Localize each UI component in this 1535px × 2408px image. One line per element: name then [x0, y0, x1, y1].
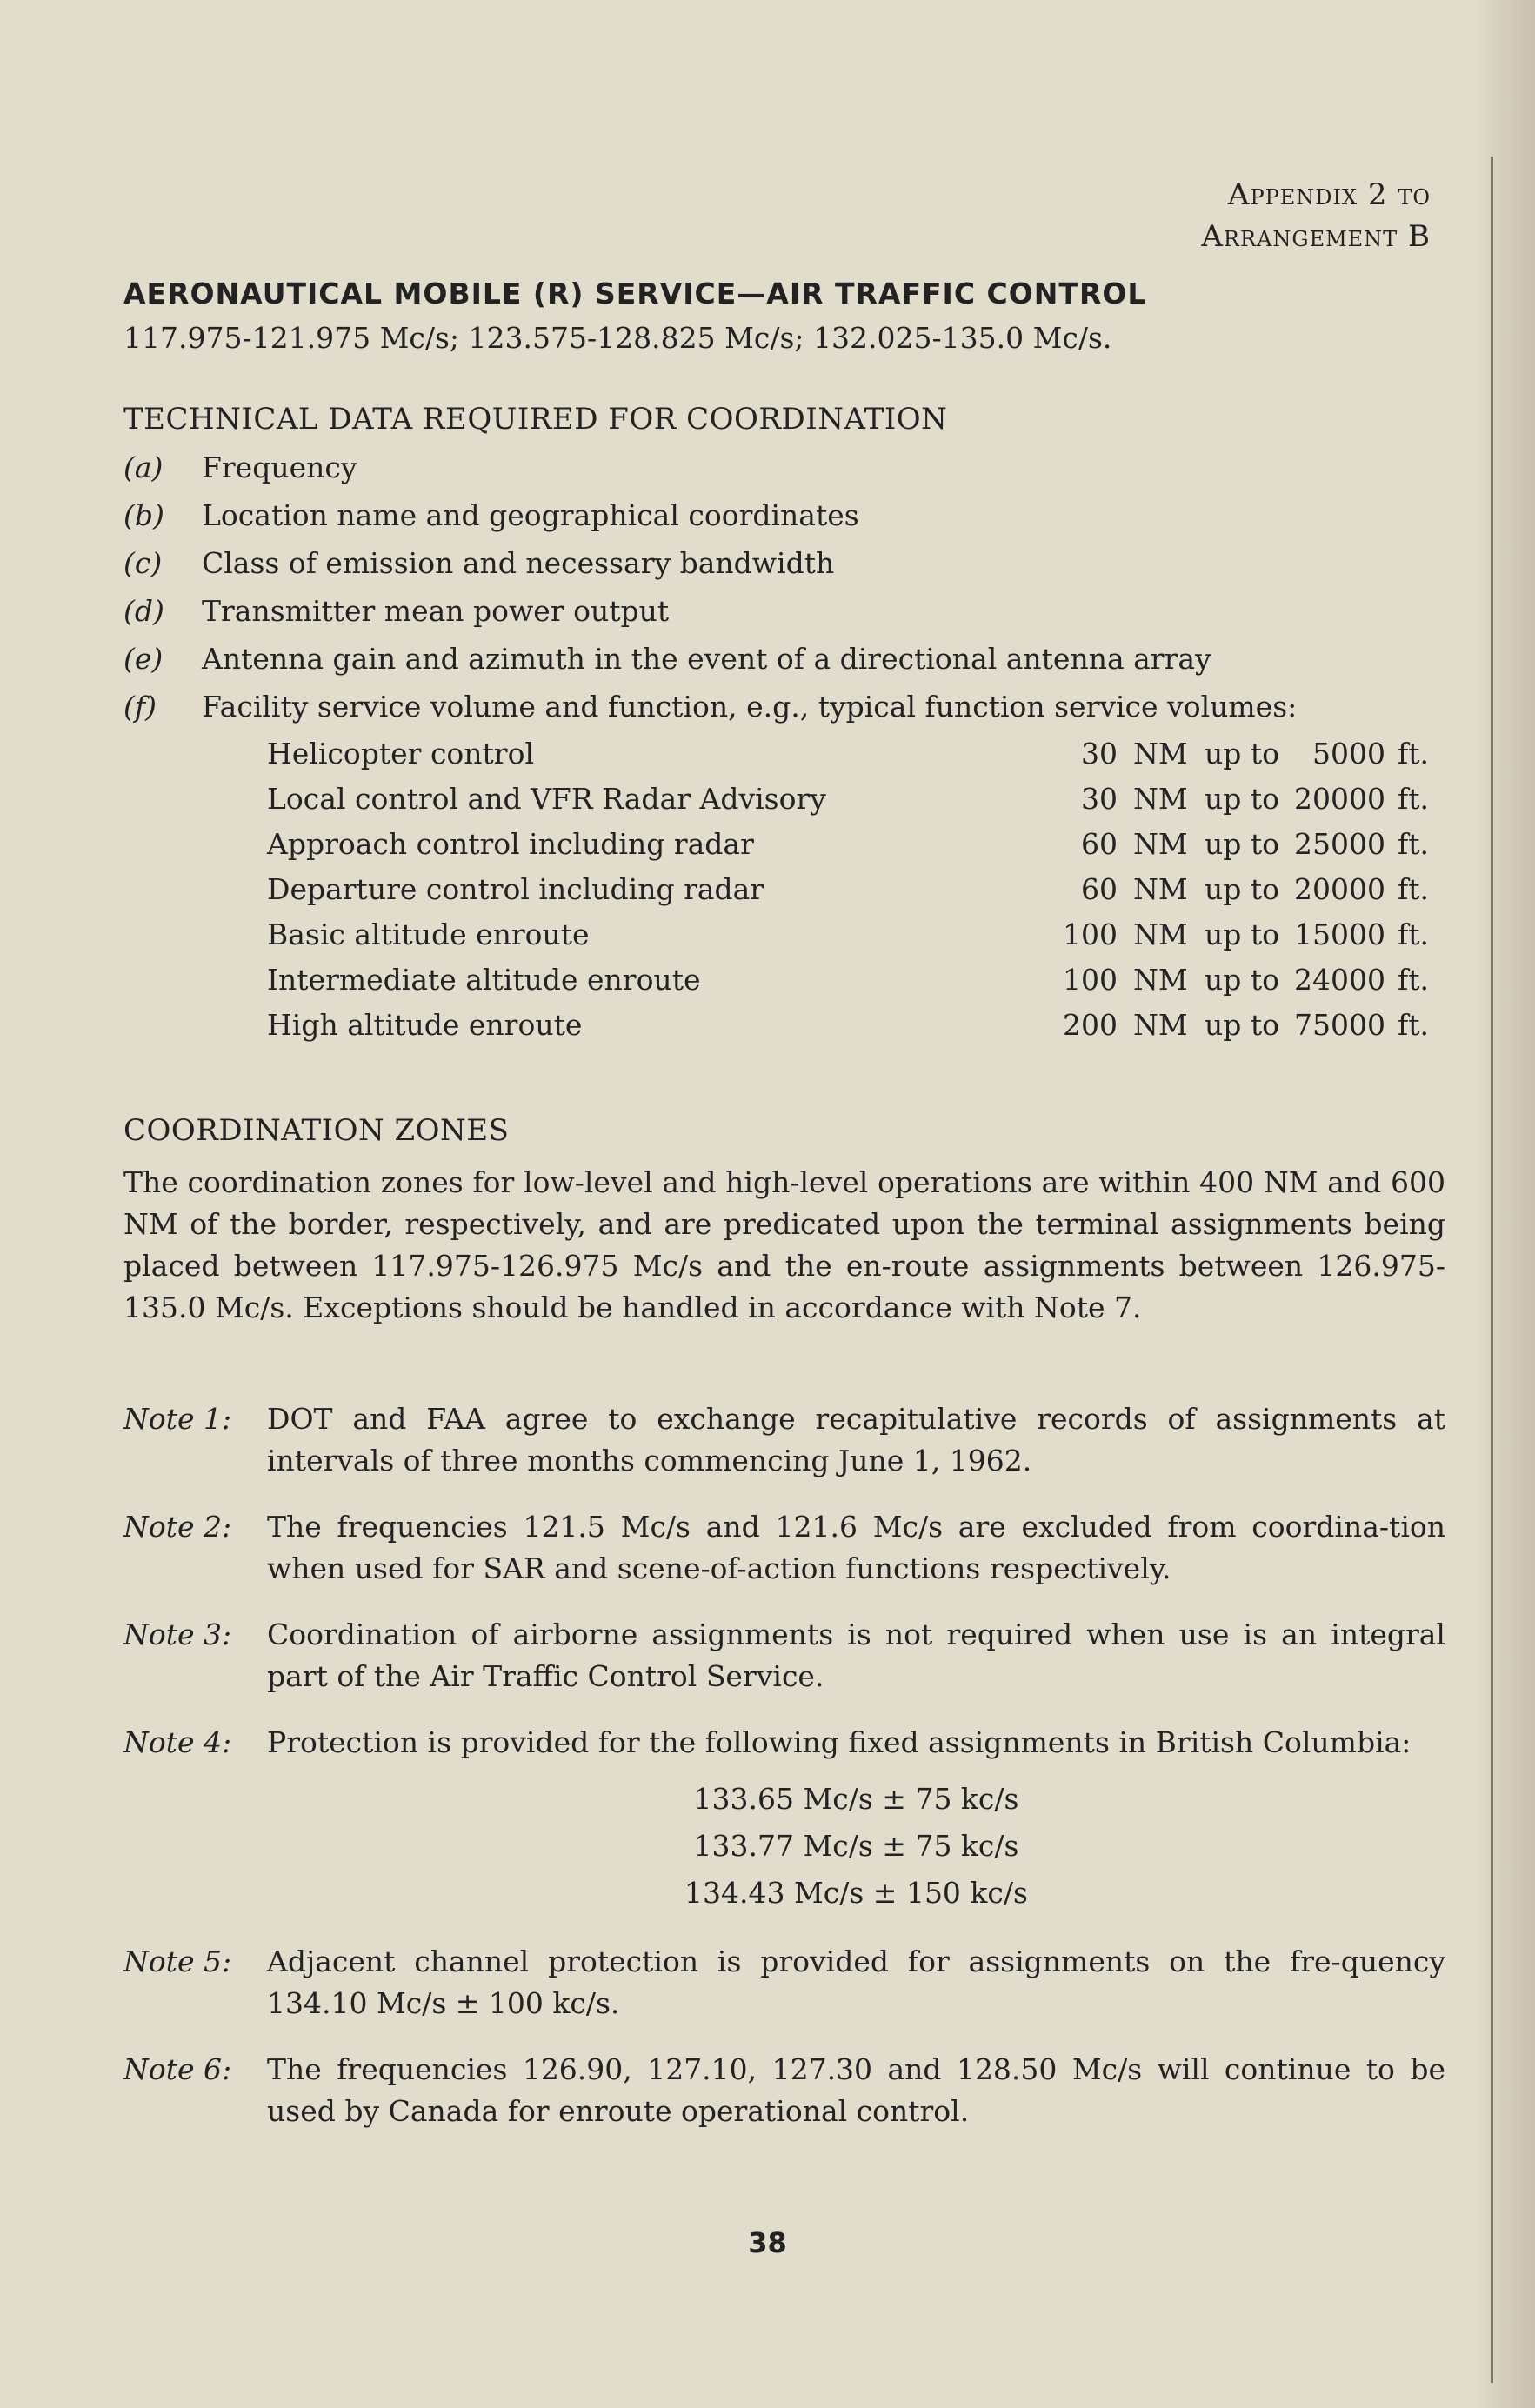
item-label: (d) — [123, 594, 164, 628]
item-text: Transmitter mean power output — [202, 594, 670, 628]
service-altitude: 5000 — [1312, 736, 1385, 770]
table-row — [267, 730, 1441, 776]
service-name: Basic altitude enroute — [267, 917, 590, 951]
list-item — [123, 546, 1445, 580]
service-name: High altitude enroute — [267, 1007, 583, 1042]
note-body — [267, 1722, 1445, 1917]
item-label: (b) — [123, 498, 164, 532]
up-to-label: up to — [1205, 781, 1279, 816]
list-item — [123, 690, 1445, 724]
item-label: (c) — [123, 546, 163, 580]
note-text: The frequencies 126.90, 127.10, 127.30 and 128.50 Mc/s will continue to be used by Canada for enroute operational control. — [267, 2052, 1445, 2128]
table-row — [267, 1002, 1441, 1047]
table-row — [267, 911, 1441, 957]
service-distance: 60 — [1081, 871, 1118, 906]
item-label: (a) — [123, 450, 164, 484]
up-to-label: up to — [1205, 871, 1279, 906]
service-distance: 200 — [1063, 1007, 1118, 1042]
up-to-label: up to — [1205, 736, 1279, 770]
altitude-unit: ft. — [1398, 871, 1429, 906]
altitude-unit: ft. — [1398, 736, 1429, 770]
note-label: Note 5: — [123, 1944, 232, 1978]
distance-unit: NM — [1133, 736, 1188, 770]
list-item — [123, 450, 1445, 484]
table-row — [267, 776, 1441, 821]
up-to-label: up to — [1205, 962, 1279, 997]
note-4 — [123, 1722, 1445, 1917]
service-name: Intermediate altitude enroute — [267, 962, 701, 997]
altitude-unit: ft. — [1398, 917, 1429, 951]
service-altitude: 20000 — [1294, 781, 1385, 816]
page-number: 38 — [748, 2226, 787, 2259]
up-to-label: up to — [1205, 826, 1279, 861]
service-distance: 60 — [1081, 826, 1118, 861]
page-header — [1201, 174, 1431, 257]
item-text: Location name and geographical coordinates — [202, 498, 859, 532]
list-item — [123, 642, 1445, 676]
protected-assignment: 133.77 Mc/s ± 75 kc/s — [693, 1829, 1019, 1863]
protected-assignment: 133.65 Mc/s ± 75 kc/s — [693, 1782, 1019, 1816]
technical-data — [123, 402, 1445, 1047]
item-text: Antenna gain and azimuth in the event of a directional antenna array — [202, 642, 1211, 676]
note-text: Protection is provided for the following fixed assignments in British Columbia: — [267, 1725, 1412, 1759]
altitude-unit: ft. — [1398, 962, 1429, 997]
note-text: Coordination of airborne assignments is not required when use is an integral part of the Air Traffic Control Service. — [267, 1618, 1445, 1693]
note-5 — [123, 1941, 1445, 2024]
distance-unit: NM — [1133, 1007, 1188, 1042]
distance-unit: NM — [1133, 962, 1188, 997]
protected-assignment: 134.43 Mc/s ± 150 kc/s — [684, 1876, 1028, 1910]
item-text: Facility service volume and function, e.g., typical function service volumes: — [202, 690, 1298, 724]
note-text: DOT and FAA agree to exchange recapitulative records of assignments at intervals of three months commencing June 1, 1962. — [267, 1402, 1445, 1477]
item-label: (e) — [123, 642, 164, 676]
service-distance: 100 — [1063, 962, 1118, 997]
table-row — [267, 957, 1441, 1002]
note-6 — [123, 2049, 1445, 2132]
frequency-bands: 117.975-121.975 Mc/s; 123.575-128.825 Mc/s; 132.025-135.0 Mc/s. — [123, 321, 1112, 355]
technical-heading: TECHNICAL DATA REQUIRED FOR COORDINATION — [123, 402, 948, 437]
service-altitude: 20000 — [1294, 871, 1385, 906]
header-line-2: Arrangement B — [1201, 219, 1431, 254]
service-altitude: 75000 — [1294, 1007, 1385, 1042]
coordination-heading: COORDINATION ZONES — [123, 1113, 510, 1148]
list-item — [123, 594, 1445, 628]
coordination-text: The coordination zones for low-level and high-level operations are within 400 NM and 600 NM of the border, respectively, and are predicated upon the terminal assignments being placed between 117.975-126.975 Mc/s and the en-route assignments between 126.975-135.0 Mc/s. Exceptions should be handled in accordance with Note 7. — [123, 1165, 1445, 1324]
header-line-1: Appendix 2 to — [1227, 177, 1431, 212]
note-text: The frequencies 121.5 Mc/s and 121.6 Mc/s are excluded from coordina-tion when used for SAR and scene-of-action functions respectively. — [267, 1510, 1445, 1585]
item-text: Class of emission and necessary bandwidth — [202, 546, 835, 580]
table-row — [267, 821, 1441, 866]
service-altitude: 24000 — [1294, 962, 1385, 997]
note-label: Note 6: — [123, 2052, 232, 2086]
note-label: Note 2: — [123, 1510, 232, 1544]
up-to-label: up to — [1205, 1007, 1279, 1042]
service-distance: 30 — [1081, 736, 1118, 770]
altitude-unit: ft. — [1398, 1007, 1429, 1042]
note-1 — [123, 1398, 1445, 1482]
service-altitude: 25000 — [1294, 826, 1385, 861]
coordination-zones — [123, 1113, 1445, 1329]
note-label: Note 3: — [123, 1618, 232, 1651]
item-label: (f) — [123, 690, 157, 724]
service-name: Departure control including radar — [267, 871, 764, 906]
note-label: Note 4: — [123, 1725, 232, 1759]
note-label: Note 1: — [123, 1402, 232, 1436]
distance-unit: NM — [1133, 871, 1188, 906]
service-volume-table — [267, 730, 1441, 1047]
table-row — [267, 866, 1441, 911]
up-to-label: up to — [1205, 917, 1279, 951]
service-volume-rows — [267, 730, 1441, 1047]
altitude-unit: ft. — [1398, 781, 1429, 816]
service-distance: 100 — [1063, 917, 1118, 951]
service-name: Local control and VFR Radar Advisory — [267, 781, 826, 816]
note-2 — [123, 1506, 1445, 1590]
service-name: Helicopter control — [267, 736, 535, 770]
section-title: AERONAUTICAL MOBILE (R) SERVICE—AIR TRAFFIC CONTROL — [123, 277, 1147, 310]
section-intro — [123, 277, 1445, 355]
list-item — [123, 498, 1445, 532]
item-text: Frequency — [202, 450, 357, 484]
service-name: Approach control including radar — [267, 826, 754, 861]
notes-section — [123, 1374, 1445, 2132]
protected-assignments — [267, 1776, 1445, 1917]
note-3 — [123, 1614, 1445, 1698]
distance-unit: NM — [1133, 917, 1188, 951]
distance-unit: NM — [1133, 826, 1188, 861]
distance-unit: NM — [1133, 781, 1188, 816]
service-distance: 30 — [1081, 781, 1118, 816]
service-altitude: 15000 — [1294, 917, 1385, 951]
altitude-unit: ft. — [1398, 826, 1429, 861]
note-text: Adjacent channel protection is provided for assignments on the fre-quency 134.10 Mc/s ± 100 kc/s. — [267, 1944, 1445, 2020]
binding-line — [1491, 157, 1493, 2383]
page-edge-shadow — [1474, 0, 1535, 2408]
